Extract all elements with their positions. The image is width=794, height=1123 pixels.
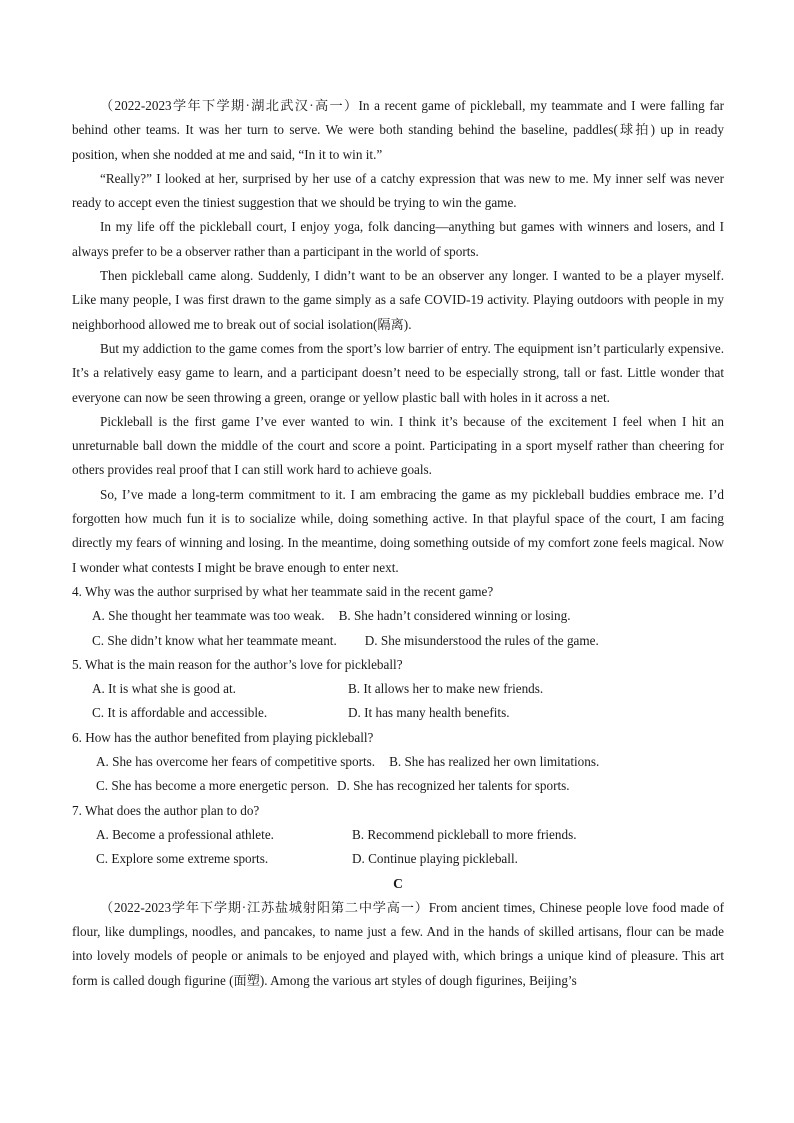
- option-d[interactable]: D. It has many health benefits.: [348, 705, 510, 721]
- passage-b: [72, 94, 724, 580]
- option-c[interactable]: C. It is affordable and accessible.: [92, 705, 268, 721]
- option-b[interactable]: B. She has realized her own limitations.: [389, 754, 600, 770]
- option-b[interactable]: B. It allows her to make new friends.: [348, 681, 544, 697]
- option-d[interactable]: D. She misunderstood the rules of the game.: [364, 632, 599, 648]
- option-row: [72, 750, 724, 774]
- question-5: [72, 653, 724, 726]
- document-page: [72, 94, 724, 993]
- option-a[interactable]: A. It is what she is good at.: [92, 681, 236, 697]
- option-c[interactable]: C. She didn’t know what her teammate meant.: [92, 632, 337, 648]
- option-row: [72, 774, 724, 798]
- question-stem: 5. What is the main reason for the author’s love for pickleball?: [72, 656, 403, 672]
- option-row: [72, 677, 724, 701]
- question-6: [72, 726, 724, 799]
- option-c[interactable]: C. She has become a more energetic person.: [96, 778, 330, 794]
- question-7: [72, 799, 724, 872]
- option-row: [72, 701, 724, 725]
- question-stem: 6. How has the author benefited from playing pickleball?: [72, 729, 374, 745]
- section-heading: C: [393, 875, 403, 891]
- paragraph: Pickleball is the first game I’ve ever wanted to win. I think it’s because of the excitement I feel when I hit an unreturnable ball down the middle of the court and score a point. Participating in a sport myself rather than cheering for others provides real proof that I can still work hard to achieve goals.: [72, 413, 724, 478]
- option-row: [72, 847, 724, 871]
- paragraph: In my life off the pickleball court, I enjoy yoga, folk dancing—anything but games with winners and losers, and I always prefer to be a observer rather than a participant in the world of sports.: [72, 219, 724, 259]
- question-stem: 7. What does the author plan to do?: [72, 802, 260, 818]
- option-b[interactable]: B. She hadn’t considered winning or losing.: [338, 608, 571, 624]
- paragraph: （2022-2023学年下学期·江苏盐城射阳第二中学高一）From ancient times, Chinese people love food made of flour, like dumplings, noodles, and pancakes, to name just a few. And in the hands of skilled artisans, flour can be made into lovely models of people or animals to be enjoyed and played with, which brings a unique kind of pleasure. This art form is called dough figurine (面塑). Among the various art styles of dough figurines, Beijing’s: [72, 899, 724, 988]
- option-d[interactable]: D. Continue playing pickleball.: [352, 851, 518, 867]
- option-a[interactable]: A. She thought her teammate was too weak.: [92, 608, 325, 624]
- paragraph: （2022-2023学年下学期·湖北武汉·高一）In a recent game of pickleball, my teammate and I were falling far behind other teams. It was her turn to serve. We were both standing behind the baseline, paddles(球拍) up in ready position, when she nodded at me and said, “In it to win it.”: [72, 98, 724, 162]
- option-row: [72, 629, 724, 653]
- question-stem: 4. Why was the author surprised by what her teammate said in the recent game?: [72, 583, 494, 599]
- paragraph: But my addiction to the game comes from the sport’s low barrier of entry. The equipment isn’t particularly expensive. It’s a relatively easy game to learn, and a participant doesn’t need to be especially strong, tall or fast. Little wonder that everyone can now be seen throwing a green, orange or yellow plastic ball with holes in it across a net.: [72, 340, 724, 405]
- question-4: [72, 580, 724, 653]
- option-row: [72, 604, 724, 628]
- option-c[interactable]: C. Explore some extreme sports.: [96, 851, 269, 867]
- paragraph: Then pickleball came along. Suddenly, I didn’t want to be an observer any longer. I wanted to be a player myself. Like many people, I was first drawn to the game simply as a safe COVID-19 activity. Playing outdoors with people in my neighborhood allowed me to break out of social isolation(隔离).: [72, 268, 724, 332]
- option-a[interactable]: A. Become a professional athlete.: [96, 826, 274, 842]
- option-d[interactable]: D. She has recognized her talents for sports.: [337, 778, 570, 794]
- paragraph: “Really?” I looked at her, surprised by her use of a catchy expression that was new to me. My inner self was never ready to accept even the tiniest suggestion that we should be trying to win the game.: [72, 170, 724, 211]
- option-a[interactable]: A. She has overcome her fears of competitive sports.: [96, 754, 376, 770]
- option-b[interactable]: B. Recommend pickleball to more friends.: [352, 826, 577, 842]
- option-row: [72, 823, 724, 847]
- paragraph: So, I’ve made a long-term commitment to it. I am embracing the game as my pickleball buddies embrace me. I’d forgotten how much fun it is to socialize while, doing something active. In that playful space of the court, I am facing directly my fears of winning and losing. In the meantime, doing something outside of my comfort zone feels magical. Now I wonder what contests I might be brave enough to enter next.: [72, 486, 724, 575]
